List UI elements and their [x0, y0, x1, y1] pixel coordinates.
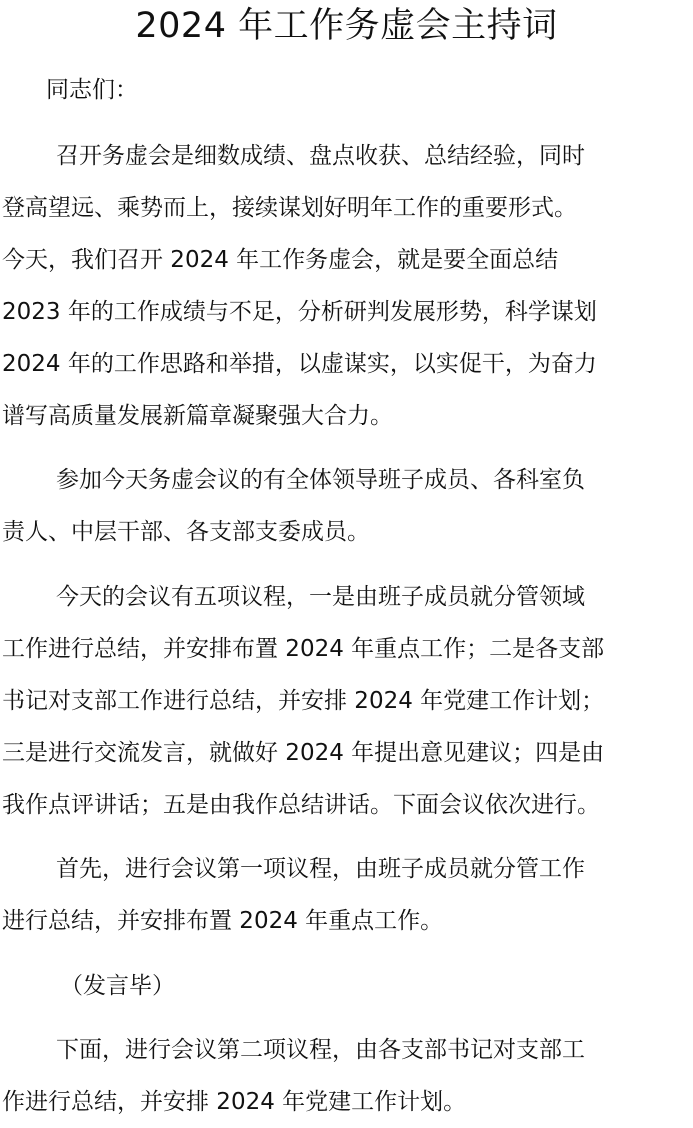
document-title: 2024 年工作务虚会主持词	[135, 6, 558, 46]
paragraph-line: 召开务虚会是细数成绩、盘点收获、总结经验，同时	[56, 143, 585, 169]
paragraph-line: 工作进行总结，并安排布置 2024 年重点工作；二是各支部	[2, 636, 605, 662]
paragraph-line: 2023 年的工作成绩与不足，分析研判发展形势，科学谋划	[2, 299, 597, 325]
paragraph-opening	[2, 130, 692, 442]
speech-finished-note: （发言毕）	[60, 973, 175, 999]
paragraph-line: 我作点评讲话；五是由我作总结讲话。下面会议依次进行。	[2, 792, 600, 818]
paragraph-line: 谱写高质量发展新篇章凝聚强大合力。	[2, 403, 393, 429]
paragraph-line: 责人、中层干部、各支部支委成员。	[2, 519, 370, 545]
paragraph-line: 三是进行交流发言，就做好 2024 年提出意见建议；四是由	[2, 740, 605, 766]
greeting: 同志们：	[46, 77, 138, 103]
paragraph-agenda	[2, 571, 692, 831]
paragraph-line: 作进行总结，并安排 2024 年党建工作计划。	[2, 1089, 467, 1115]
paragraph-line: 今天，我们召开 2024 年工作务虚会，就是要全面总结	[2, 247, 559, 273]
paragraph-second-item	[2, 1024, 692, 1128]
paragraph-line: 书记对支部工作进行总结，并安排 2024 年党建工作计划；	[2, 688, 605, 714]
paragraph-line: 进行总结，并安排布置 2024 年重点工作。	[2, 908, 444, 934]
paragraph-line: 下面，进行会议第二项议程，由各支部书记对支部工	[56, 1037, 585, 1063]
paragraph-line: 参加今天务虚会议的有全体领导班子成员、各科室负	[56, 467, 585, 493]
paragraph-line: 今天的会议有五项议程，一是由班子成员就分管领域	[56, 584, 585, 610]
paragraph-first-item	[2, 843, 692, 947]
paragraph-line: 登高望远、乘势而上，接续谋划好明年工作的重要形式。	[2, 195, 577, 221]
paragraph-line: 首先，进行会议第一项议程，由班子成员就分管工作	[56, 856, 585, 882]
paragraph-line: 2024 年的工作思路和举措，以虚谋实，以实促干，为奋力	[2, 351, 597, 377]
paragraph-attendees	[2, 454, 692, 558]
